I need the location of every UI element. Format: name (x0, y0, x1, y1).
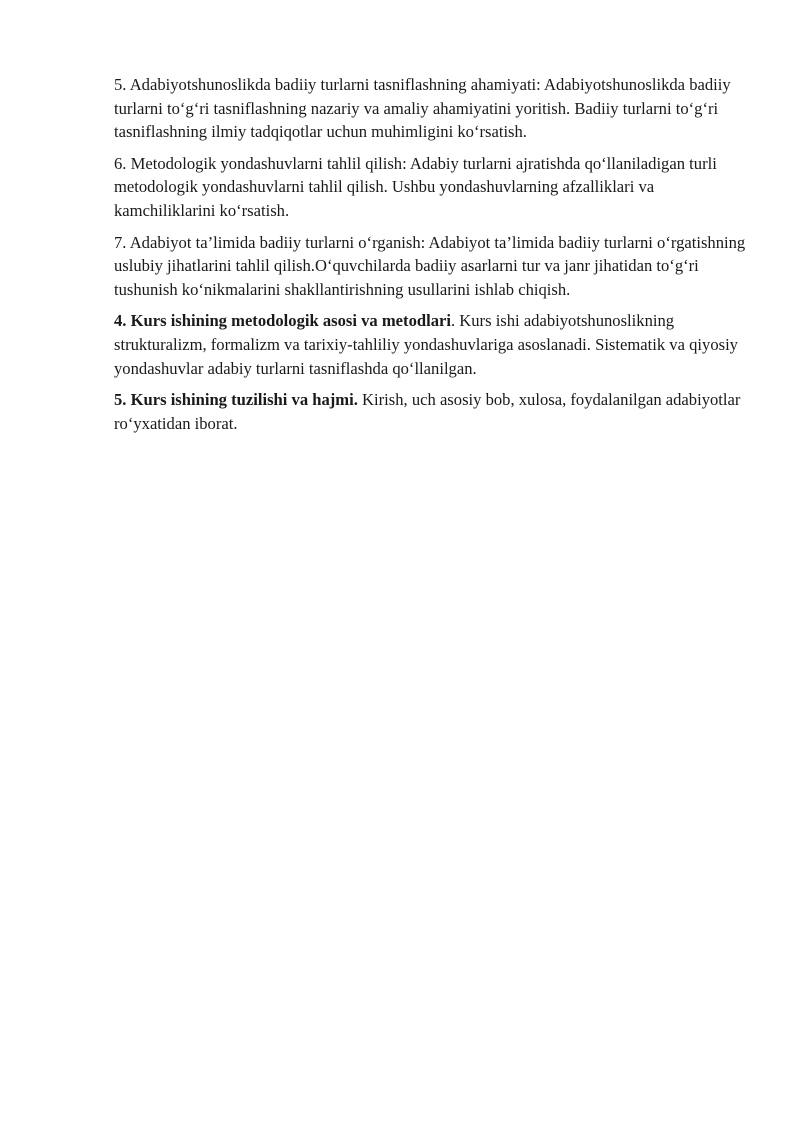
section-text: Kirish, uch asosiy bob, xulosa, foydalanilgan adabiyotlar ro‘yxatidan iborat. (114, 390, 741, 433)
paragraph-item-7 (114, 231, 746, 302)
section-structure (114, 388, 746, 435)
document-page (114, 73, 746, 443)
paragraph-text: Adabiyot ta’limida badiiy turlarni o‘rganish: Adabiyot ta’limida badiiy turlarni o‘rgatishning uslubiy jihatlarini tahlil qilish.O‘quvchilarda badiiy asarlarni tur va janr jihatidan to‘g‘ri tushunish ko‘nikmalarini shakllantirishning usullarini ishlab chiqish. (114, 232, 746, 299)
paragraph-item-5 (114, 73, 746, 144)
paragraph-text: Adabiyotshunoslikda badiiy turlarni tasniflashning ahamiyati: Adabiyotshunoslikda badiiy turlarni to‘g‘ri tasniflashning nazariy va amaliy ahamiyatini yoritish. Badiiy turlarni to‘g‘ri tasniflashning ilmiy tadqiqotlar uchun muhimligini ko‘rsatish. (114, 75, 731, 142)
paragraph-number: 5. (114, 75, 127, 94)
paragraph-item-6 (114, 152, 746, 223)
section-text: . Kurs ishi adabiyotshunoslikning strukturalizm, formalizm va tarixiy-tahliliy yondashuvlariga asoslanadi. Sistematik va qiyosiy yondashuvlar adabiy turlarni tasniflashda qo‘llanilgan. (114, 311, 738, 378)
section-heading: 5. Kurs ishining tuzilishi va hajmi. (114, 390, 358, 410)
paragraph-number: 6. (114, 153, 127, 173)
section-methodology (114, 309, 746, 380)
paragraph-number: 7. (114, 232, 127, 252)
paragraph-text: Metodologik yondashuvlarni tahlil qilish: Adabiy turlarni ajratishda qo‘llaniladigan turli metodologik yondashuvlarni tahlil qilish. Ushbu yondashuvlarning afzalliklari va kamchiliklarini ko‘rsatish. (114, 153, 717, 220)
section-heading: 4. Kurs ishining metodologik asosi va metodlari (114, 311, 451, 331)
